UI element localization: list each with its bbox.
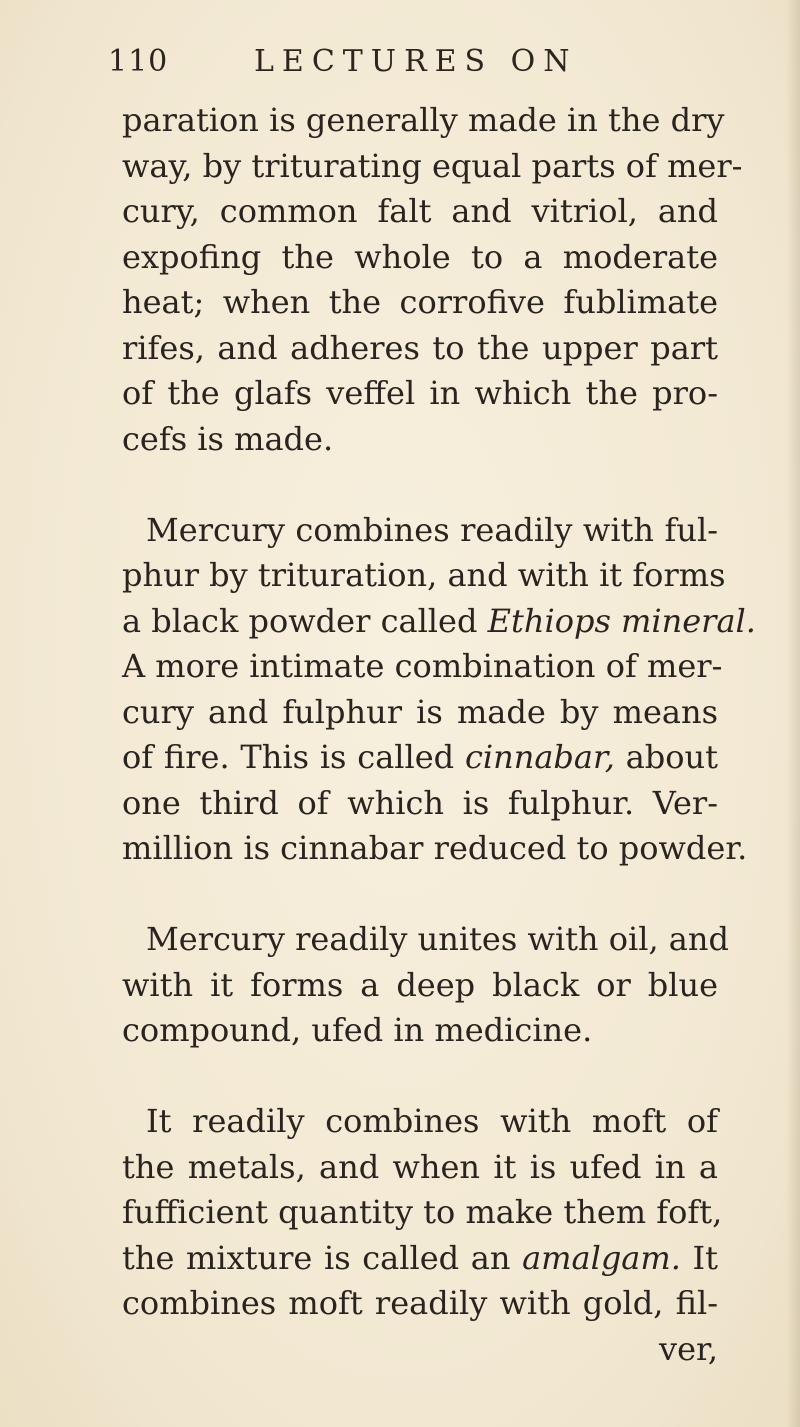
text-line: cury, common falt and vitriol, and	[122, 192, 718, 230]
text-line: way, by triturating equal parts of mer-	[122, 146, 743, 185]
text-run: the mixture is called an	[122, 1238, 523, 1277]
paragraph-3	[122, 917, 729, 1054]
catchword: ver,	[659, 1329, 718, 1368]
body-text	[122, 98, 756, 1372]
text-line	[122, 1236, 718, 1282]
text-line: one third of which is fulphur. Ver-	[122, 783, 718, 822]
text-line: Mercury combines readily with ful-	[146, 510, 718, 549]
paragraph-4	[122, 1099, 723, 1372]
paragraph-1	[122, 98, 743, 462]
paragraph-2	[122, 508, 756, 872]
text-line: It readily combines with moft of	[146, 1102, 718, 1140]
text-line: paration is generally made in the dry	[122, 101, 725, 139]
text-line: fufficient quantity to make them foft,	[122, 1193, 723, 1231]
paragraph-gap	[122, 872, 718, 918]
page-number: 110	[108, 44, 169, 79]
text-line: compound, ufed in medicine.	[122, 1011, 593, 1049]
text-line: rifes, and adheres to the upper part	[122, 328, 718, 367]
text-line: phur by trituration, and with it forms	[122, 556, 726, 594]
text-line: cury and fulphur is made by means	[122, 692, 718, 731]
italic-term-ethiops: Ethiops mineral.	[487, 601, 756, 640]
paragraph-gap	[122, 1054, 718, 1100]
paragraph-gap	[122, 462, 718, 508]
text-line: combines moft readily with gold, fil-	[122, 1284, 718, 1322]
text-line	[122, 735, 718, 781]
text-run: about	[614, 738, 719, 776]
text-run: of fire. This is called	[122, 738, 465, 776]
text-line: million is cinnabar reduced to powder.	[122, 829, 748, 867]
text-line: of the glafs veffel in which the pro-	[122, 374, 718, 412]
text-run: It	[680, 1238, 719, 1277]
text-line	[122, 599, 756, 645]
text-line: Mercury readily unites with oil, and	[146, 920, 729, 958]
text-line: heat; when the corrofive fublimate	[122, 283, 718, 321]
page-header	[108, 44, 708, 84]
text-run: a black powder called	[122, 601, 488, 640]
text-line: cefs is made.	[122, 419, 334, 458]
text-line: A more intimate combination of mer-	[122, 647, 723, 685]
text-line: the metals, and when it is ufed in a	[122, 1147, 718, 1186]
page-edge-shadow	[786, 0, 800, 1427]
text-line: with it forms a deep black or blue	[122, 965, 718, 1004]
text-line: expofing the whole to a moderate	[122, 237, 718, 276]
running-head: LECTURES ON	[254, 44, 578, 79]
italic-term-cinnabar: cinnabar,	[464, 738, 615, 776]
italic-term-amalgam: amalgam.	[522, 1238, 681, 1277]
